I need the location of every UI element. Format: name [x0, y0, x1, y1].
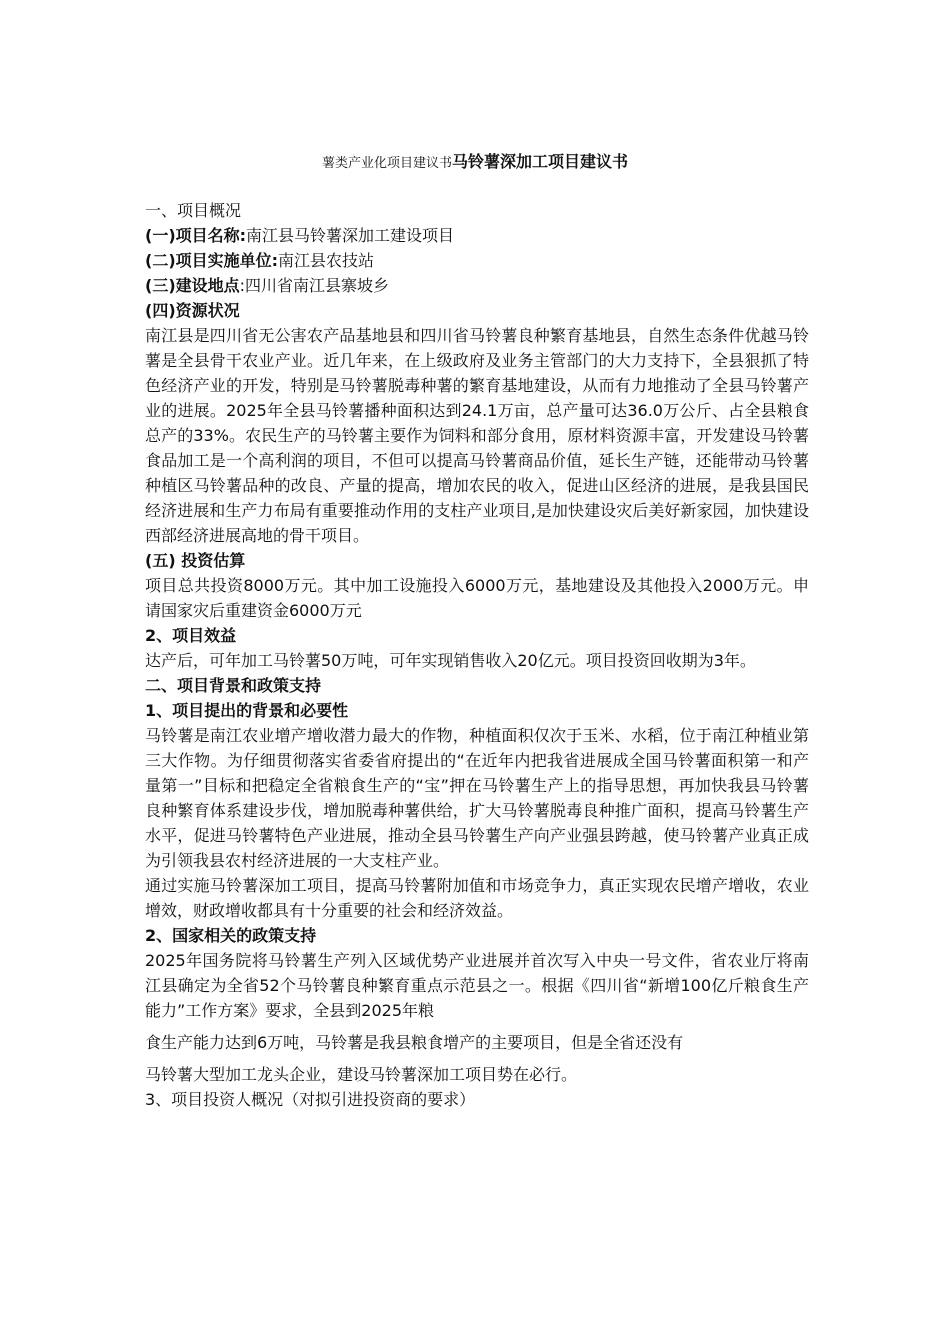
location-label: (三)建设地点: [145, 276, 240, 295]
policy-paragraph-1: 2025年国务院将马铃薯生产列入区域优势产业进展并首次写入中央一号文件，省农业厅将南江县确定为全省52个马铃薯良种繁育重点示范县之一。根据《四川省“新增100亿斤粮食生产能力”工作方案》要求，全县到2025年粮: [145, 951, 809, 1020]
project-name-value: 南江县马铃薯深加工建设项目: [246, 226, 455, 245]
necessity-paragraph-2: 通过实施马铃薯深加工项目，提高马铃薯附加值和市场竞争力，真正实现农民增产增收，农业增效，财政增收都具有十分重要的社会和经济效益。: [145, 876, 809, 920]
background-heading: 二、项目背景和政策支持: [145, 676, 322, 695]
project-name-label: (一)项目名称:: [145, 226, 247, 245]
location-line: [145, 273, 809, 298]
investor-heading: 3、项目投资人概况（对拟引进投资商的要求）: [145, 1090, 476, 1109]
benefit-paragraph: 达产后，可年加工马铃薯50万吨，可年实现销售收入20亿元。项目投资回收期为3年。: [145, 651, 756, 670]
title-main: 马铃薯深加工项目建议书: [452, 152, 629, 171]
project-name-line: [145, 223, 809, 248]
necessity-paragraph-1: 马铃薯是南江农业增产增收潜力最大的作物，种植面积仅次于玉米、水稻，位于南江种植业第三大作物。为仔细贯彻落实省委省府提出的“在近年内把我省进展成全国马铃薯面积第一和产量第一”目标和把稳定全省粮食生产的“宝”押在马铃薯生产上的指导思想，再加快我县马铃薯良种繁育体系建设步伐，增加脱毒种薯供给，扩大马铃薯脱毒良种推广面积，提高马铃薯生产水平，促进马铃薯特色产业进展，推动全县马铃薯生产向产业强县跨越，使马铃薯产业真正成为引领我县农村经济进展的一大支柱产业。: [145, 726, 809, 870]
implementing-unit-label: (二)项目实施单位:: [145, 251, 279, 270]
policy-paragraph-3: 马铃薯大型加工龙头企业，建设马铃薯深加工项目势在必行。: [145, 1065, 578, 1084]
policy-heading: 2、国家相关的政策支持: [145, 926, 317, 945]
document-title: [0, 150, 950, 176]
necessity-heading: 1、项目提出的背景和必要性: [145, 701, 349, 720]
title-prefix: 薯类产业化项目建议书: [321, 156, 452, 171]
resource-heading: (四)资源状况: [145, 301, 240, 320]
benefit-heading: 2、项目效益: [145, 626, 237, 645]
resource-paragraph: 南江县是四川省无公害农产品基地县和四川省马铃薯良种繁育基地县，自然生态条件优越马铃薯是全县骨干农业产业。近几年来，在上级政府及业务主管部门的大力支持下，全县狠抓了特色经济产业的开发，特别是马铃薯脱毒种薯的繁育基地建设，从而有力地推动了全县马铃薯产业的进展。2025年全县马铃薯播种面积达到24.1万亩，总产量可达36.0万公斤、占全县粮食总产的33%。农民生产的马铃薯主要作为饲料和部分食用，原材料资源丰富，开发建设马铃薯食品加工是一个高利润的项目，不但可以提高马铃薯商品价值，延长生产链，还能带动马铃薯种植区马铃薯品种的改良、产量的提高，增加农民的收入，促进山区经济的进展，是我县国民经济进展和生产力布局有重要推动作用的支柱产业项目,是加快建设灾后美好新家园，加快建设西部经济进展高地的骨干项目。: [145, 326, 809, 545]
document-body: [145, 198, 809, 1112]
location-value: :四川省南江县寨坡乡: [239, 276, 390, 295]
investment-paragraph: 项目总共投资8000万元。其中加工设施投入6000万元，基地建设及其他投入2000万元。申请国家灾后重建资金6000万元: [145, 576, 809, 620]
overview-heading: 一、项目概况: [145, 201, 242, 220]
investment-heading: (五) 投资估算: [145, 551, 246, 570]
implementing-unit-value: 南江县农技站: [278, 251, 375, 270]
implementing-unit-line: [145, 248, 809, 273]
policy-paragraph-2: 食生产能力达到6万吨，马铃薯是我县粮食增产的主要项目，但是全省还没有: [145, 1033, 684, 1052]
